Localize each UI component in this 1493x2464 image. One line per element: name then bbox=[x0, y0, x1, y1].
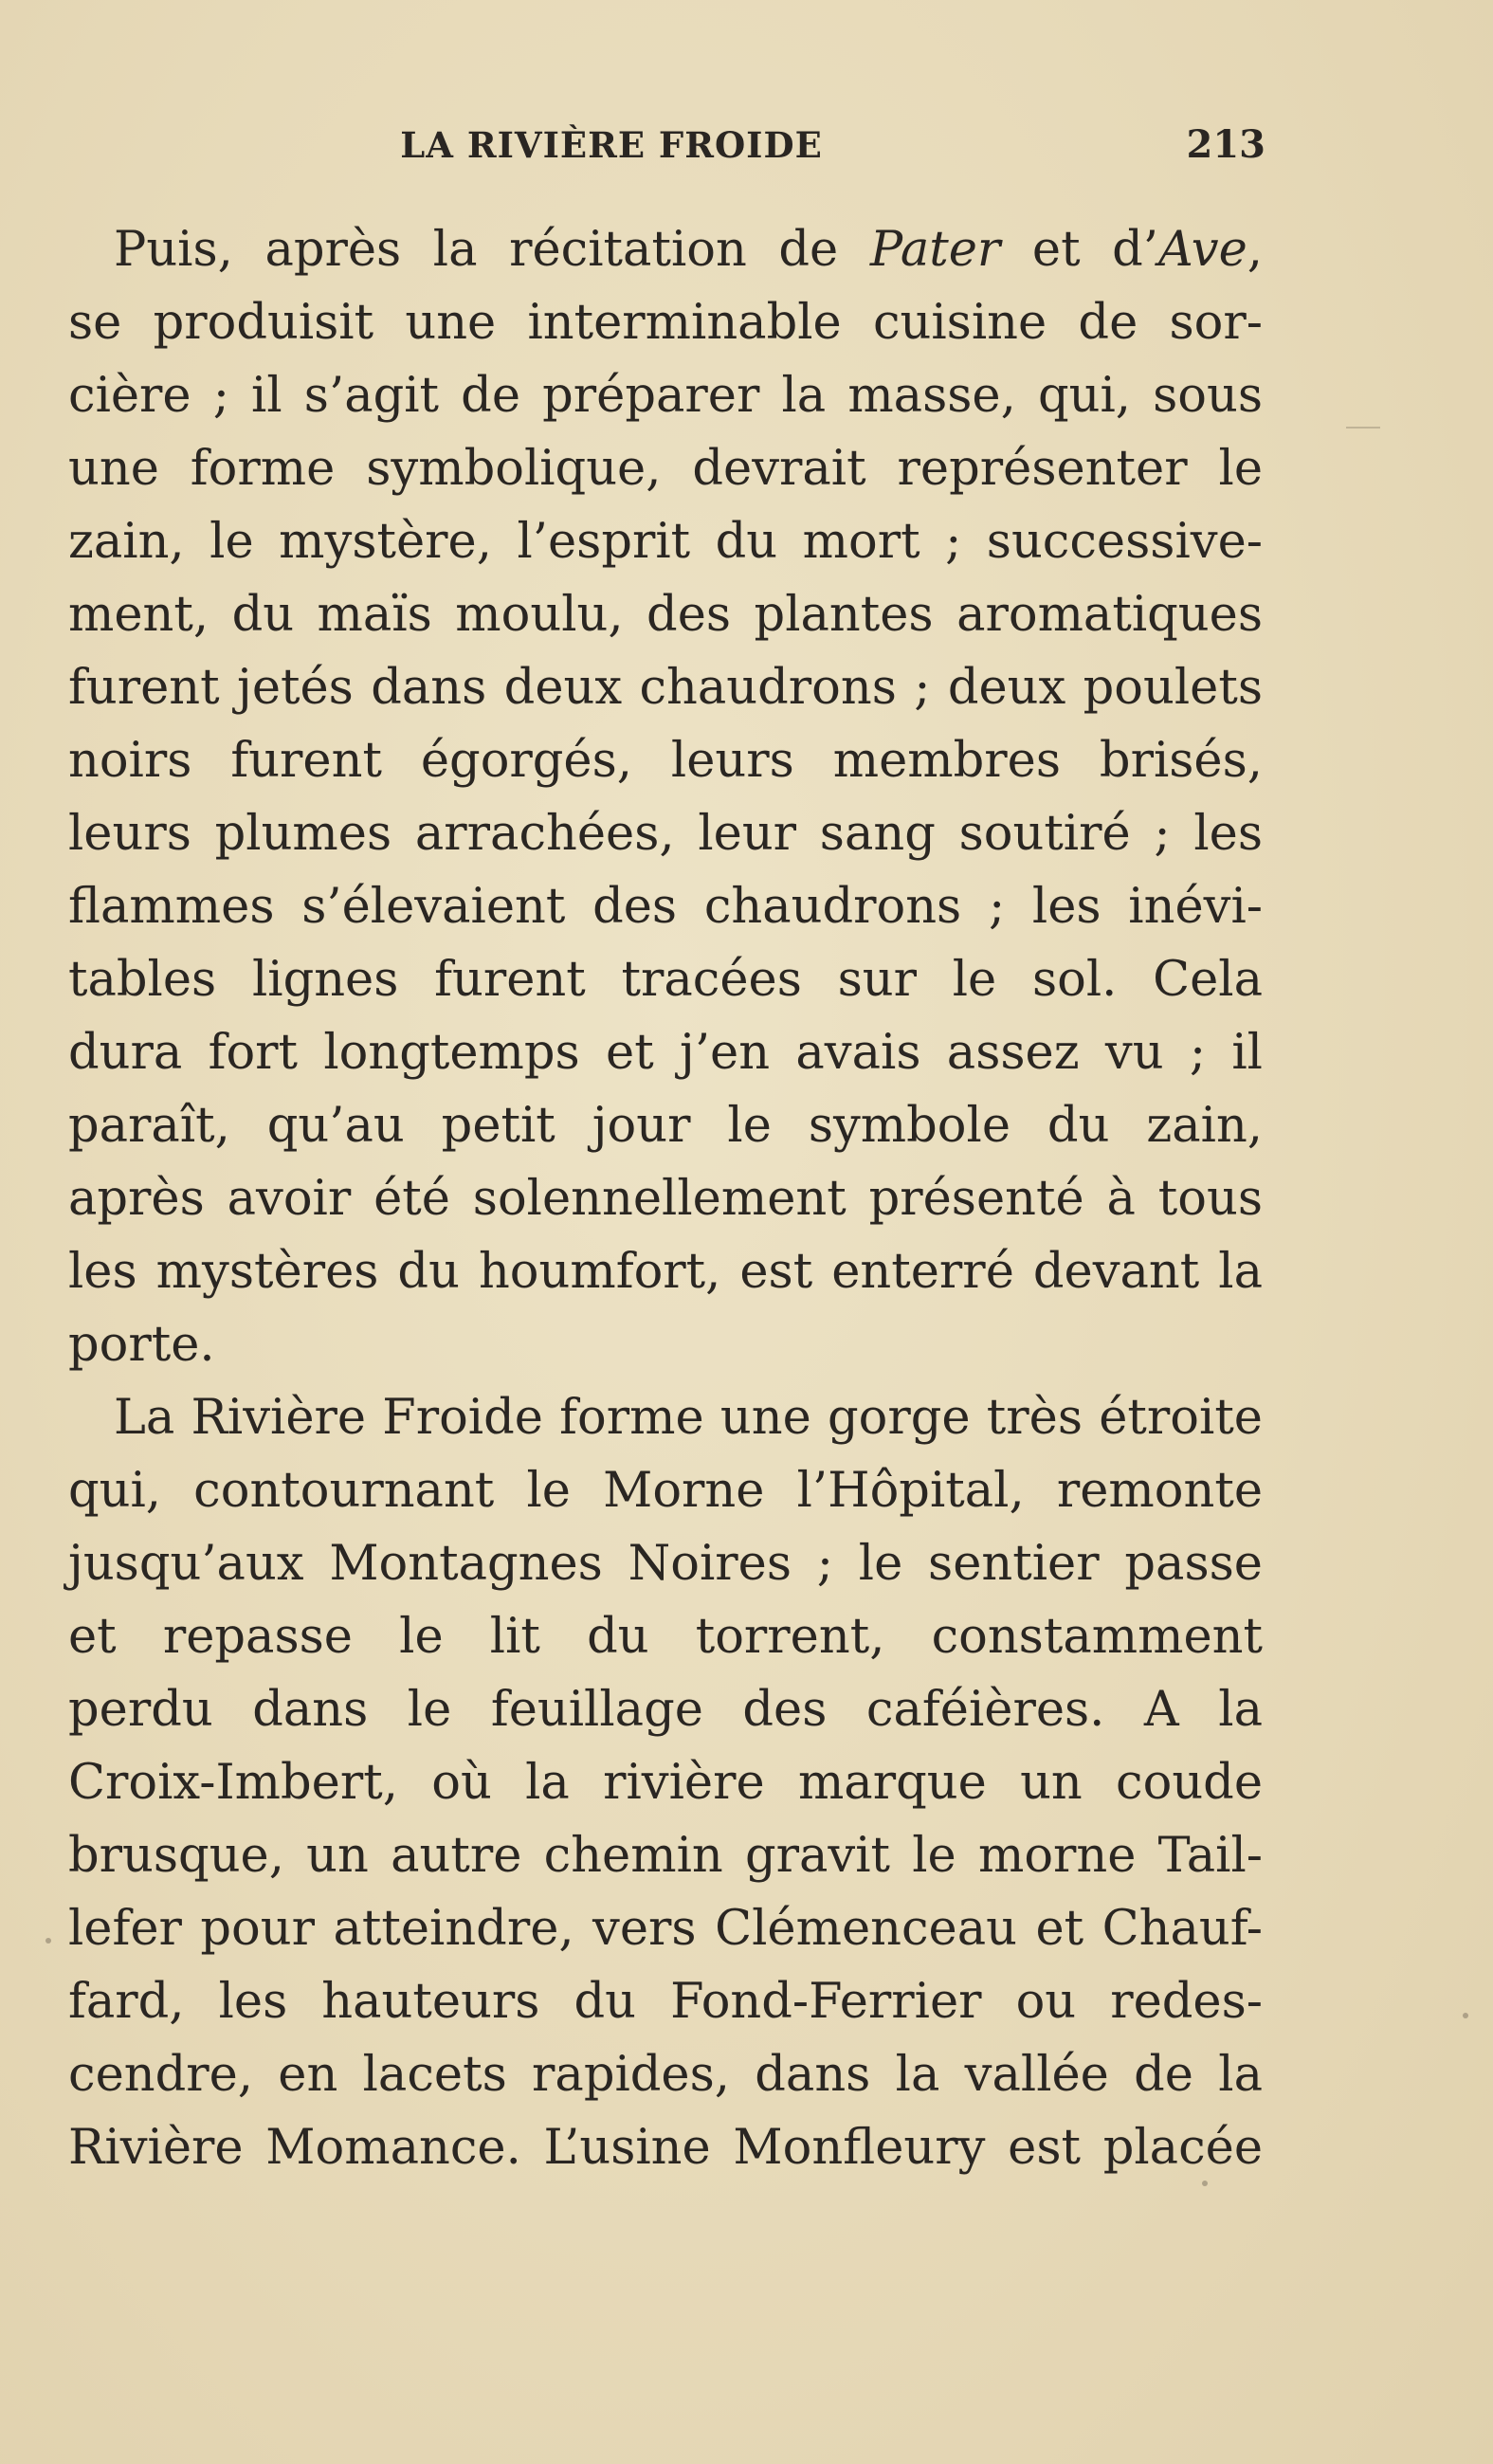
running-head bbox=[66, 121, 1265, 169]
text-line: fard, les hauteurs du Fond-Ferrier ou redes- bbox=[68, 1974, 1263, 2030]
text-line: une forme symbolique, devrait représenter le bbox=[68, 441, 1263, 497]
text-line: flammes s’élevaient des chaudrons ; les inévi- bbox=[68, 879, 1263, 935]
text-line: jusqu’aux Montagnes Noires ; le sentier passe bbox=[68, 1536, 1263, 1592]
text-line: porte. bbox=[68, 1317, 215, 1373]
text-line: leurs plumes arrachées, leur sang soutiré ; les bbox=[68, 806, 1263, 862]
text-line: Rivière Momance. L’usine Monfleury est placée bbox=[68, 2120, 1263, 2176]
text-line: Puis, après la récitation de Pater et d’Ave, bbox=[114, 222, 1263, 278]
text-line: cière ; il s’agit de préparer la masse, qui, sous bbox=[68, 368, 1263, 424]
text-line: et repasse le lit du torrent, constamment bbox=[68, 1609, 1263, 1665]
text-line: tables lignes furent tracées sur le sol. Cela bbox=[68, 952, 1263, 1008]
text-line: après avoir été solennellement présenté à tous bbox=[68, 1171, 1263, 1227]
paper-mark bbox=[1346, 427, 1380, 429]
italic-word: Ave bbox=[1158, 222, 1247, 278]
text-line: dura fort longtemps et j’en avais assez vu ; il bbox=[68, 1025, 1263, 1081]
text-line: les mystères du houmfort, est enterré devant la bbox=[68, 1244, 1263, 1300]
text-line: noirs furent égorgés, leurs membres brisés, bbox=[68, 733, 1263, 789]
paper-speck bbox=[46, 1938, 51, 1944]
text-line: zain, le mystère, l’esprit du mort ; successive- bbox=[68, 514, 1263, 570]
running-title: LA RIVIÈRE FROIDE bbox=[400, 124, 823, 166]
paper-speck bbox=[1463, 2013, 1468, 2018]
text-line: La Rivière Froide forme une gorge très étroite bbox=[114, 1390, 1263, 1446]
text-line: furent jetés dans deux chaudrons ; deux poulets bbox=[68, 660, 1263, 716]
text-line: qui, contournant le Morne l’Hôpital, remonte bbox=[68, 1463, 1263, 1519]
body-text bbox=[68, 213, 1263, 2184]
text-line: ment, du maïs moulu, des plantes aromatiques bbox=[68, 587, 1263, 643]
text-line: Croix-Imbert, où la rivière marque un coude bbox=[68, 1755, 1263, 1811]
italic-word: Pater bbox=[869, 222, 1001, 278]
text-line: se produisit une interminable cuisine de sor- bbox=[68, 295, 1263, 351]
text-line: perdu dans le feuillage des caféières. A la bbox=[68, 1682, 1263, 1738]
text-line: lefer pour atteindre, vers Clémenceau et Chauf- bbox=[68, 1901, 1263, 1957]
text-line: cendre, en lacets rapides, dans la vallée de la bbox=[68, 2047, 1263, 2103]
text-line: brusque, un autre chemin gravit le morne Tail- bbox=[68, 1828, 1263, 1884]
paper-speck bbox=[1202, 2181, 1208, 2186]
text-line: paraît, qu’au petit jour le symbole du zain, bbox=[68, 1098, 1263, 1154]
page-number: 213 bbox=[1186, 122, 1265, 167]
